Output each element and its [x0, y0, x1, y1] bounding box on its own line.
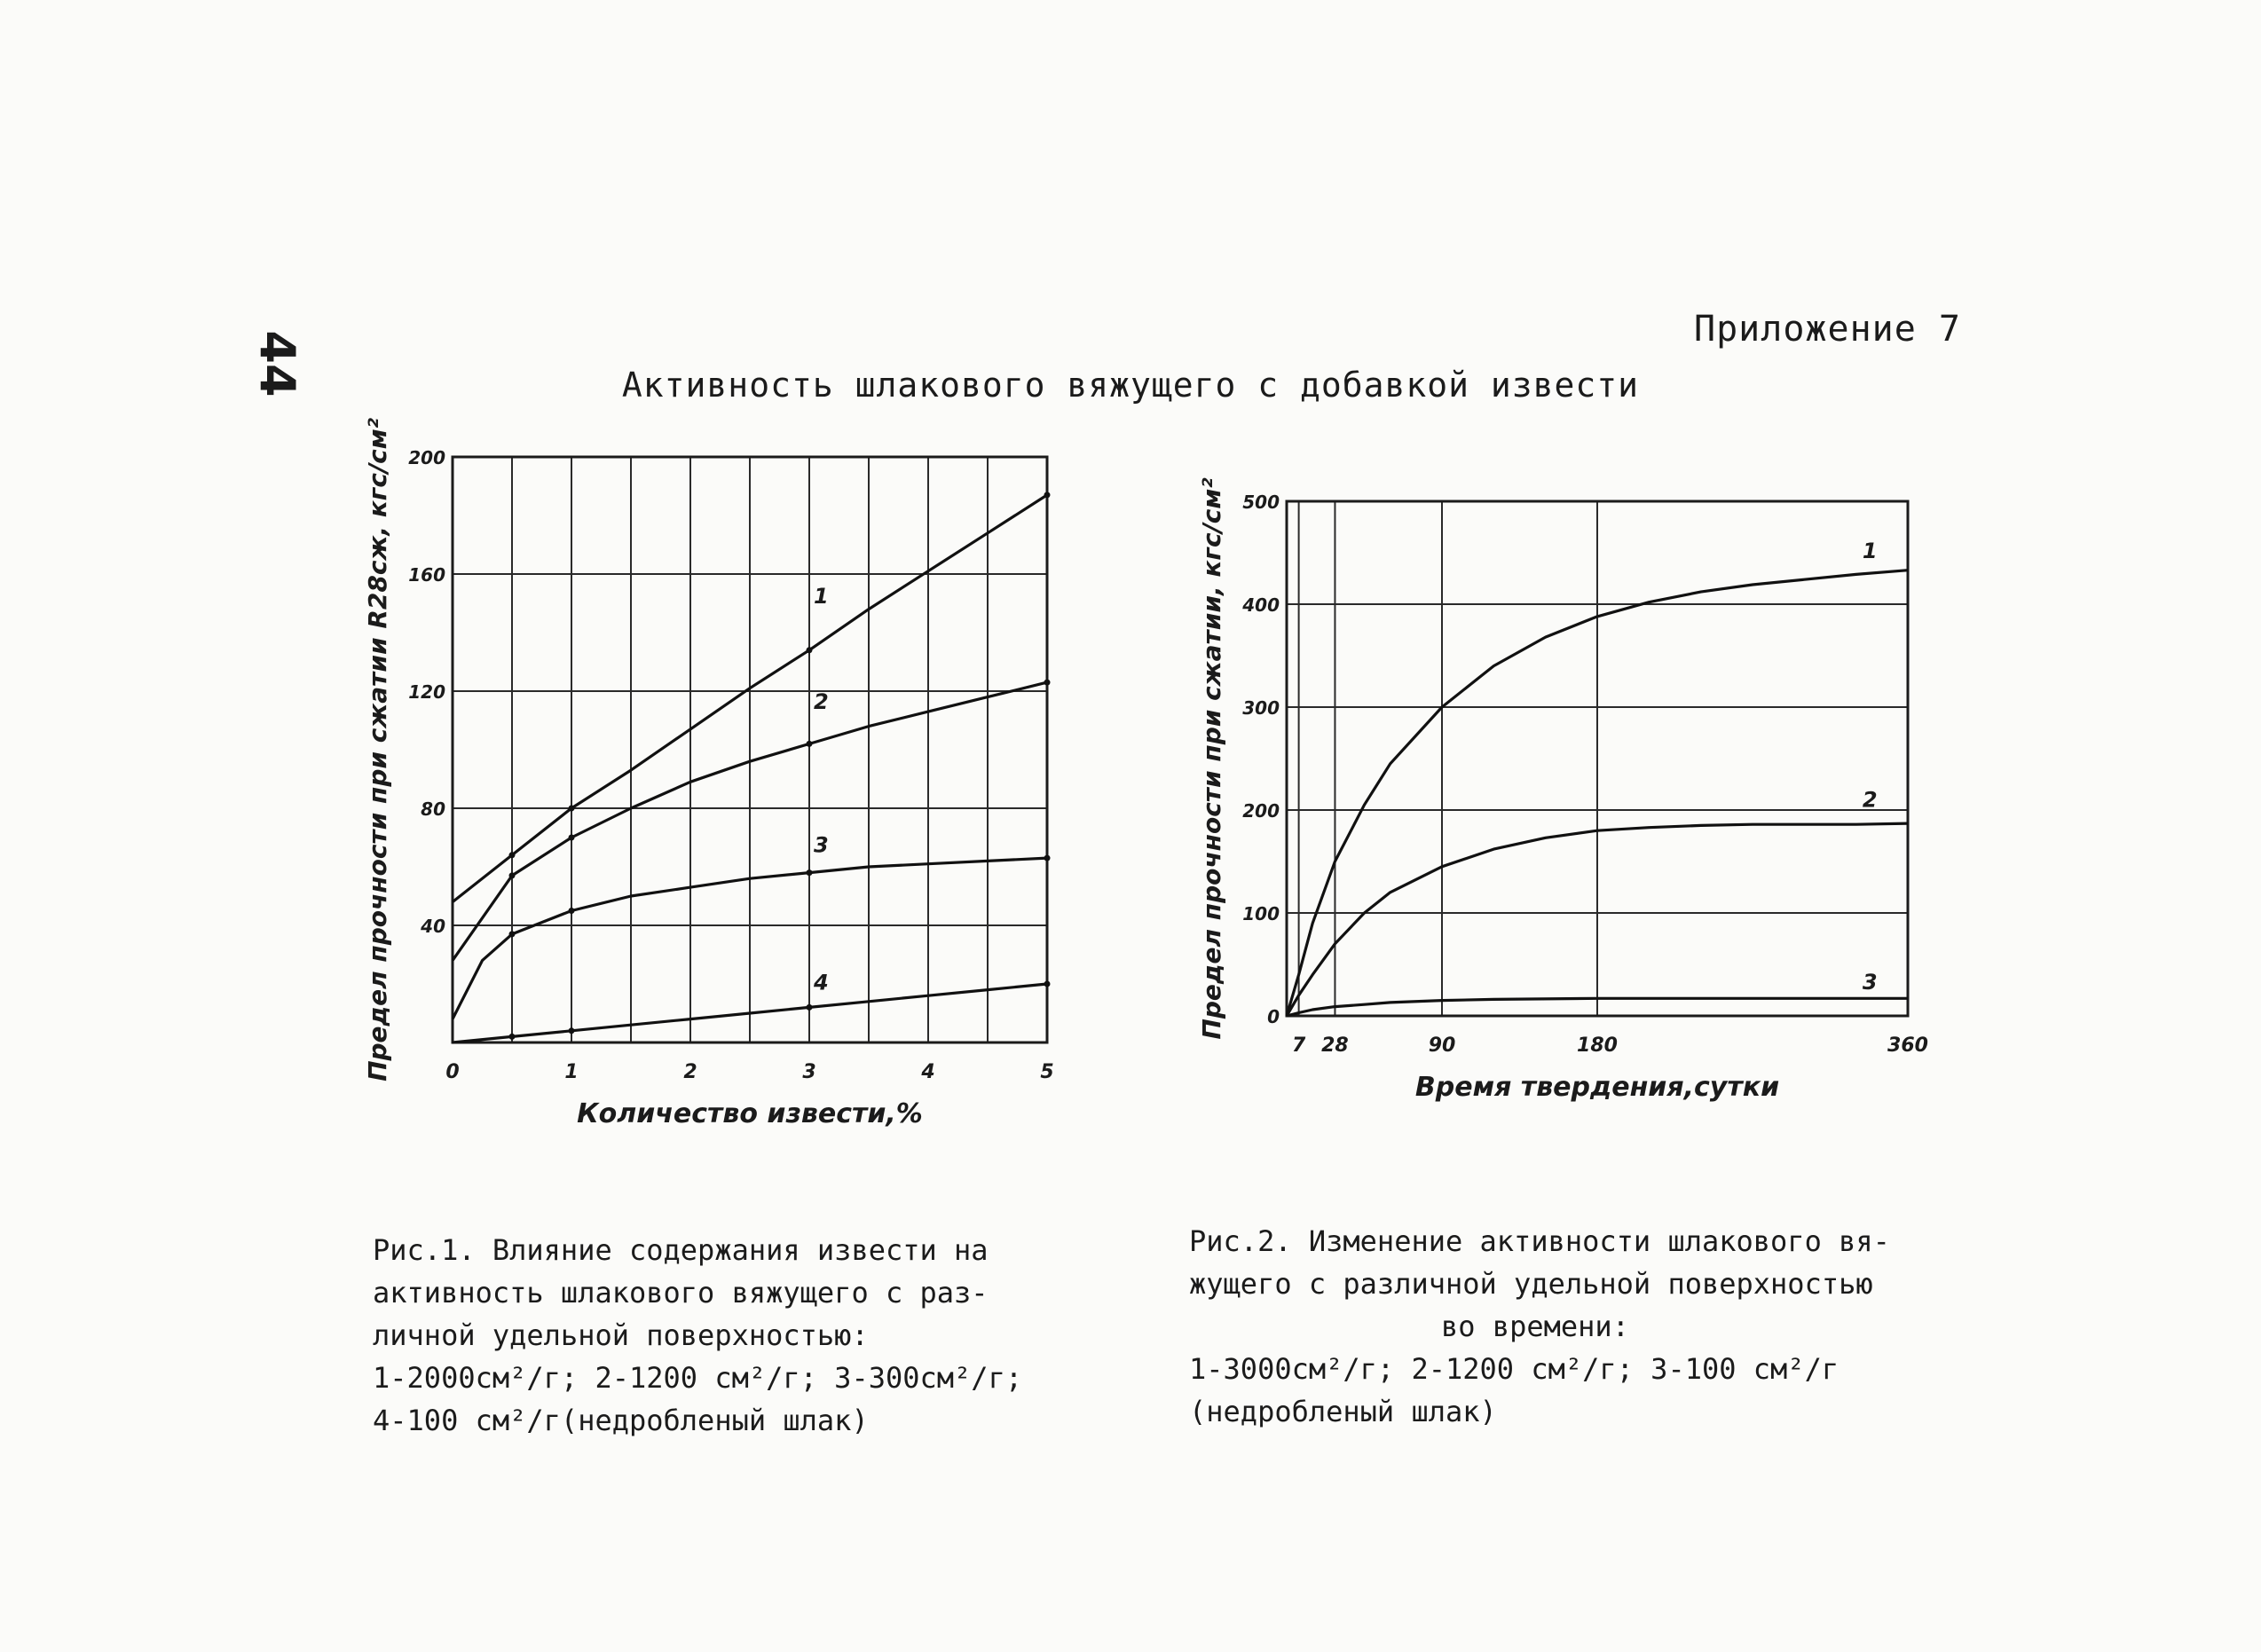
y-tick-label: 100 [1242, 903, 1280, 924]
caption-fig2-line: (недробленый шлак) [1189, 1395, 1497, 1428]
y-axis-label: Предел прочности при сжатии R28сж, кгс/см² [363, 418, 392, 1082]
series-label: 1 [1862, 538, 1878, 563]
caption-fig1-line: 1-2000см²/г; 2-1200 см²/г; 3-300см²/г; [373, 1361, 1023, 1395]
x-tick-label: 28 [1321, 1034, 1349, 1057]
caption-fig2-line: жущего с различной удельной поверхностью [1189, 1267, 1873, 1301]
series-label: 2 [814, 688, 829, 714]
series-label: 1 [814, 584, 829, 609]
caption-fig1 [373, 1229, 1100, 1442]
data-point [1044, 855, 1051, 861]
caption-fig1-line: Рис.1. Влияние содержания извести на [373, 1233, 989, 1267]
series-label: 2 [1862, 787, 1878, 813]
x-tick-label: 5 [1040, 1061, 1054, 1083]
data-point [1044, 680, 1051, 686]
appendix-label: Приложение 7 [1694, 309, 1961, 350]
data-point [509, 872, 516, 878]
y-tick-label: 0 [1267, 1006, 1280, 1027]
data-point [569, 908, 575, 914]
data-point [509, 931, 516, 937]
caption-fig2-line: Рис.2. Изменение активности шлакового вя- [1189, 1224, 1890, 1258]
data-point [807, 647, 813, 653]
caption-fig1-line: личной удельной поверхностью: [373, 1318, 869, 1352]
page-title: Активность шлакового вяжущего с добавкой извести [621, 366, 1640, 405]
data-point [509, 852, 516, 858]
data-point [569, 1027, 575, 1034]
x-axis-label: Время твердения,сутки [1414, 1072, 1780, 1103]
caption-fig2-line: во времени: [1441, 1310, 1629, 1343]
x-tick-label: 2 [683, 1061, 697, 1083]
caption-fig1-line: активность шлакового вяжущего с раз- [373, 1276, 989, 1310]
x-tick-label: 360 [1887, 1034, 1928, 1057]
data-point [807, 869, 813, 876]
series-label: 3 [1862, 969, 1878, 995]
caption-fig2-line: 1-3000см²/г; 2-1200 см²/г; 3-100 см²/г [1189, 1352, 1840, 1386]
y-tick-label: 40 [421, 916, 445, 937]
data-point [807, 1004, 813, 1011]
data-point [569, 835, 575, 841]
x-tick-label: 0 [445, 1061, 460, 1083]
data-point [569, 806, 575, 812]
data-point [1044, 981, 1051, 987]
x-tick-label: 180 [1577, 1034, 1618, 1057]
x-tick-label: 3 [802, 1061, 816, 1083]
y-tick-label: 400 [1242, 594, 1280, 616]
x-tick-label: 7 [1291, 1034, 1306, 1057]
y-tick-label: 200 [1242, 800, 1280, 822]
y-tick-label: 500 [1242, 492, 1280, 513]
series-label: 3 [814, 832, 829, 858]
x-tick-label: 4 [921, 1061, 935, 1083]
y-tick-label: 300 [1242, 697, 1280, 719]
y-tick-label: 160 [408, 564, 445, 586]
caption-fig1-line: 4-100 см²/г(недробленый шлак) [373, 1404, 869, 1437]
y-axis-label: Предел прочности при сжатии, кгс/см² [1197, 477, 1226, 1040]
y-tick-label: 200 [408, 447, 445, 468]
x-axis-label: Количество извести,% [577, 1098, 923, 1129]
data-point [1044, 492, 1051, 498]
series-label: 4 [814, 970, 829, 995]
page-number: 44 [249, 330, 305, 397]
y-tick-label: 80 [421, 798, 445, 820]
data-point [509, 1034, 516, 1040]
x-tick-label: 90 [1428, 1034, 1456, 1057]
data-point [807, 741, 813, 747]
chart-hardening-time [1189, 435, 1988, 1145]
caption-fig2 [1189, 1220, 1988, 1433]
x-tick-label: 1 [564, 1061, 579, 1083]
y-tick-label: 120 [408, 681, 445, 703]
chart-lime-content [337, 418, 1118, 1145]
